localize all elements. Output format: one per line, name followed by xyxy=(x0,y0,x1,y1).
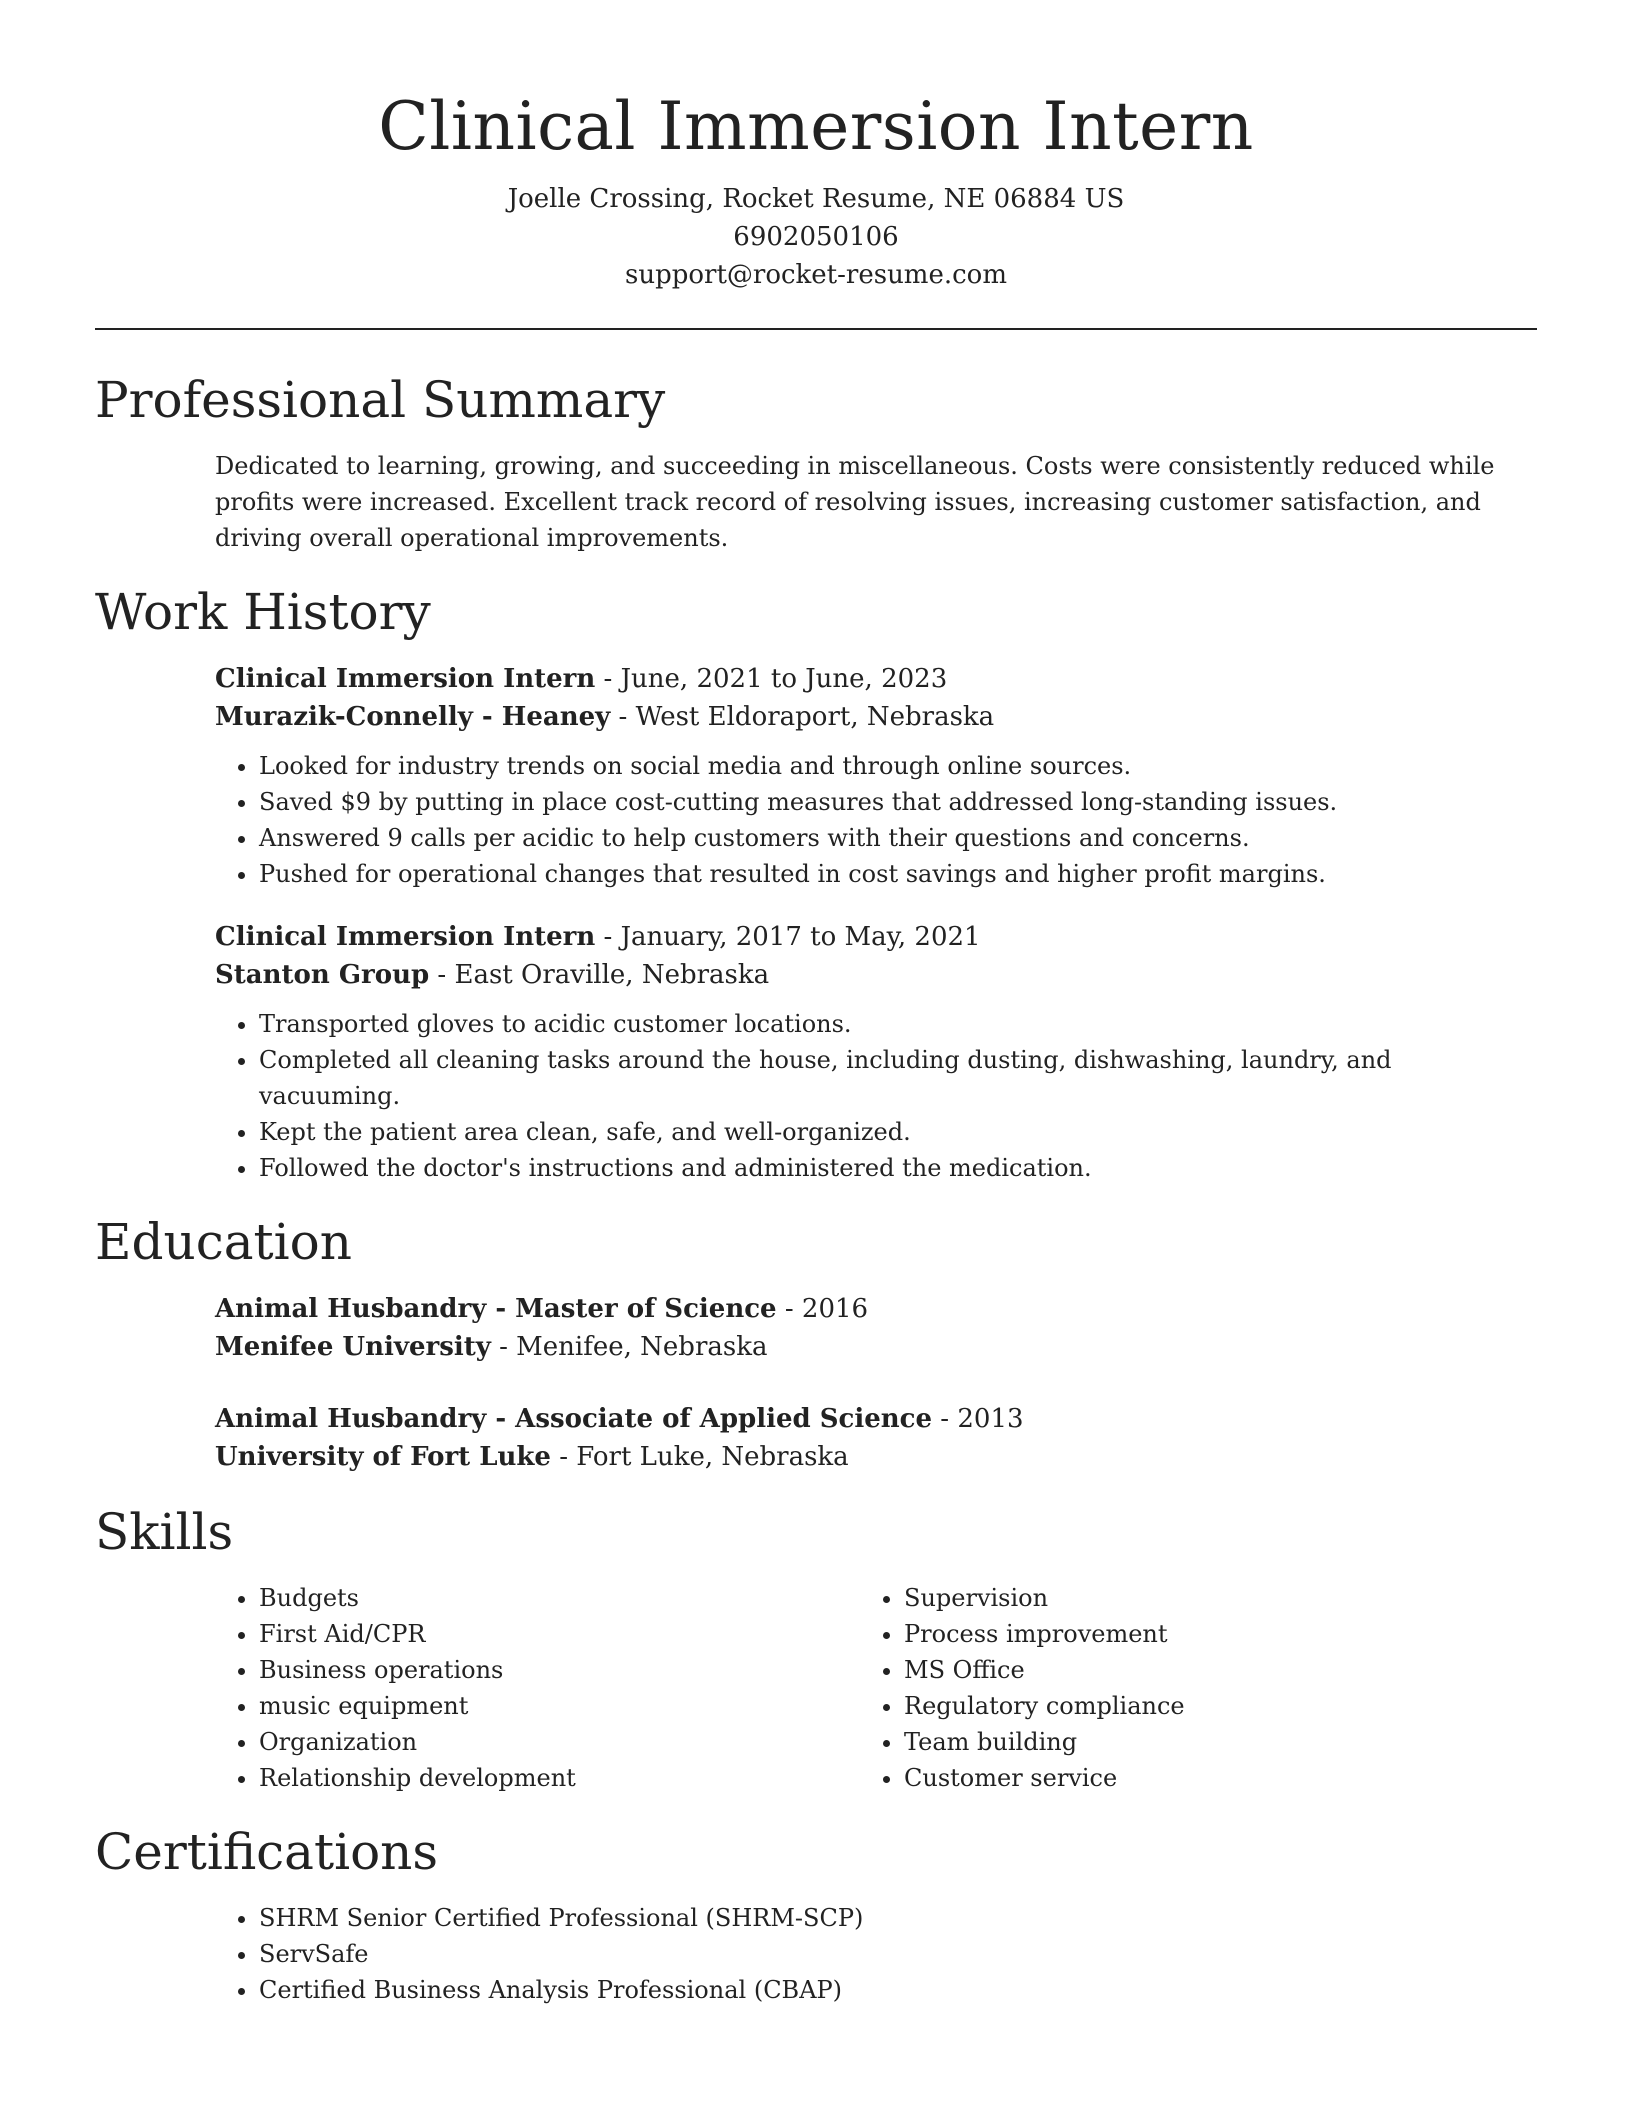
contact-block xyxy=(95,180,1537,294)
summary-text: Dedicated to learning, growing, and succeeding in miscellaneous. Costs were consistently reduced while profits were increased. Excellent track record of resolving issues, increasing customer satisfaction, and driving overall operational improvements. xyxy=(215,452,1495,552)
education-entry xyxy=(215,1290,1537,1366)
skill-item: • Relationship development xyxy=(259,1760,860,1796)
job-entry xyxy=(215,918,1537,1186)
job-entry xyxy=(215,660,1537,892)
skill-item: • Supervision xyxy=(904,1580,1505,1616)
certification-item: • SHRM Senior Certified Professional (SHRM-SCP) xyxy=(259,1900,1537,1936)
certifications-section xyxy=(95,1822,1537,2008)
education-year: - 2016 xyxy=(776,1294,869,1324)
summary-title: Professional Summary xyxy=(95,371,666,429)
job-bullets xyxy=(215,1006,1537,1186)
certification-item: • ServSafe xyxy=(259,1936,1537,1972)
job-bullet: • Completed all cleaning tasks around the house, including dusting, dishwashing, laundry, and vacuuming. xyxy=(259,1042,1537,1114)
education-degree: Animal Husbandry - Master of Science xyxy=(215,1294,777,1324)
job-bullet: • Saved $9 by putting in place cost-cutting measures that addressed long-standing issues. xyxy=(259,784,1537,820)
education-title: Education xyxy=(95,1213,352,1271)
education-school: Menifee University xyxy=(215,1332,491,1362)
skill-item: • First Aid/CPR xyxy=(259,1616,860,1652)
education-school: University of Fort Luke xyxy=(215,1442,551,1472)
job-bullet: • Looked for industry trends on social media and through online sources. xyxy=(259,748,1537,784)
skill-item: • Process improvement xyxy=(904,1616,1505,1652)
job-company-line xyxy=(215,956,1537,994)
job-dates: - January, 2017 to May, 2021 xyxy=(595,922,981,952)
certifications-list xyxy=(215,1900,1537,2008)
job-bullets xyxy=(215,748,1537,892)
skill-item: • music equipment xyxy=(259,1688,860,1724)
job-company: Stanton Group xyxy=(215,960,430,990)
skill-item: • Regulatory compliance xyxy=(904,1688,1505,1724)
job-bullet: • Pushed for operational changes that resulted in cost savings and higher profit margins. xyxy=(259,856,1537,892)
work-history-title: Work History xyxy=(95,583,431,641)
education-section xyxy=(95,1212,1537,1476)
job-bullet: • Kept the patient area clean, safe, and well-organized. xyxy=(259,1114,1537,1150)
job-role: Clinical Immersion Intern xyxy=(215,664,596,694)
job-location: - West Eldoraport, Nebraska xyxy=(610,702,995,732)
skills-grid xyxy=(215,1580,1537,1796)
skill-item: • Customer service xyxy=(904,1760,1505,1796)
skills-column-left xyxy=(215,1580,860,1796)
education-degree-line xyxy=(215,1290,1537,1328)
job-title-line xyxy=(215,660,1537,698)
job-company: Murazik-Connelly - Heaney xyxy=(215,702,611,732)
resume-name: Clinical Immersion Intern xyxy=(378,88,1254,165)
skills-section xyxy=(95,1502,1537,1796)
skill-item: • MS Office xyxy=(904,1652,1505,1688)
contact-phone: 6902050106 xyxy=(733,222,899,252)
certification-item: • Certified Business Analysis Professional (CBAP) xyxy=(259,1972,1537,2008)
summary-section xyxy=(95,370,1537,556)
job-role: Clinical Immersion Intern xyxy=(215,922,596,952)
skill-item: • Organization xyxy=(259,1724,860,1760)
education-school-line xyxy=(215,1328,1537,1366)
job-bullet: • Transported gloves to acidic customer locations. xyxy=(259,1006,1537,1042)
certifications-title: Certifications xyxy=(95,1823,439,1881)
job-bullet: • Answered 9 calls per acidic to help customers with their questions and concerns. xyxy=(259,820,1537,856)
job-bullet: • Followed the doctor's instructions and administered the medication. xyxy=(259,1150,1537,1186)
education-location: - Menifee, Nebraska xyxy=(490,1332,768,1362)
skill-item: • Team building xyxy=(904,1724,1505,1760)
job-title-line xyxy=(215,918,1537,956)
education-location: - Fort Luke, Nebraska xyxy=(550,1442,849,1472)
job-dates: - June, 2021 to June, 2023 xyxy=(595,664,948,694)
job-company-line xyxy=(215,698,1537,736)
job-location: - East Oraville, Nebraska xyxy=(429,960,770,990)
skills-column-right xyxy=(860,1580,1505,1796)
work-history-section xyxy=(95,582,1537,1186)
header-divider xyxy=(95,328,1537,330)
education-school-line xyxy=(215,1438,1537,1476)
skill-item: • Business operations xyxy=(259,1652,860,1688)
contact-address: Joelle Crossing, Rocket Resume, NE 06884 US xyxy=(507,184,1125,214)
resume-header xyxy=(95,0,1537,294)
education-year: - 2013 xyxy=(932,1404,1024,1434)
education-degree-line xyxy=(215,1400,1537,1438)
education-entry xyxy=(215,1400,1537,1476)
education-degree: Animal Husbandry - Associate of Applied Science xyxy=(215,1404,933,1434)
skill-item: • Budgets xyxy=(259,1580,860,1616)
skills-title: Skills xyxy=(95,1503,234,1561)
contact-email: support@rocket-resume.com xyxy=(624,260,1007,290)
